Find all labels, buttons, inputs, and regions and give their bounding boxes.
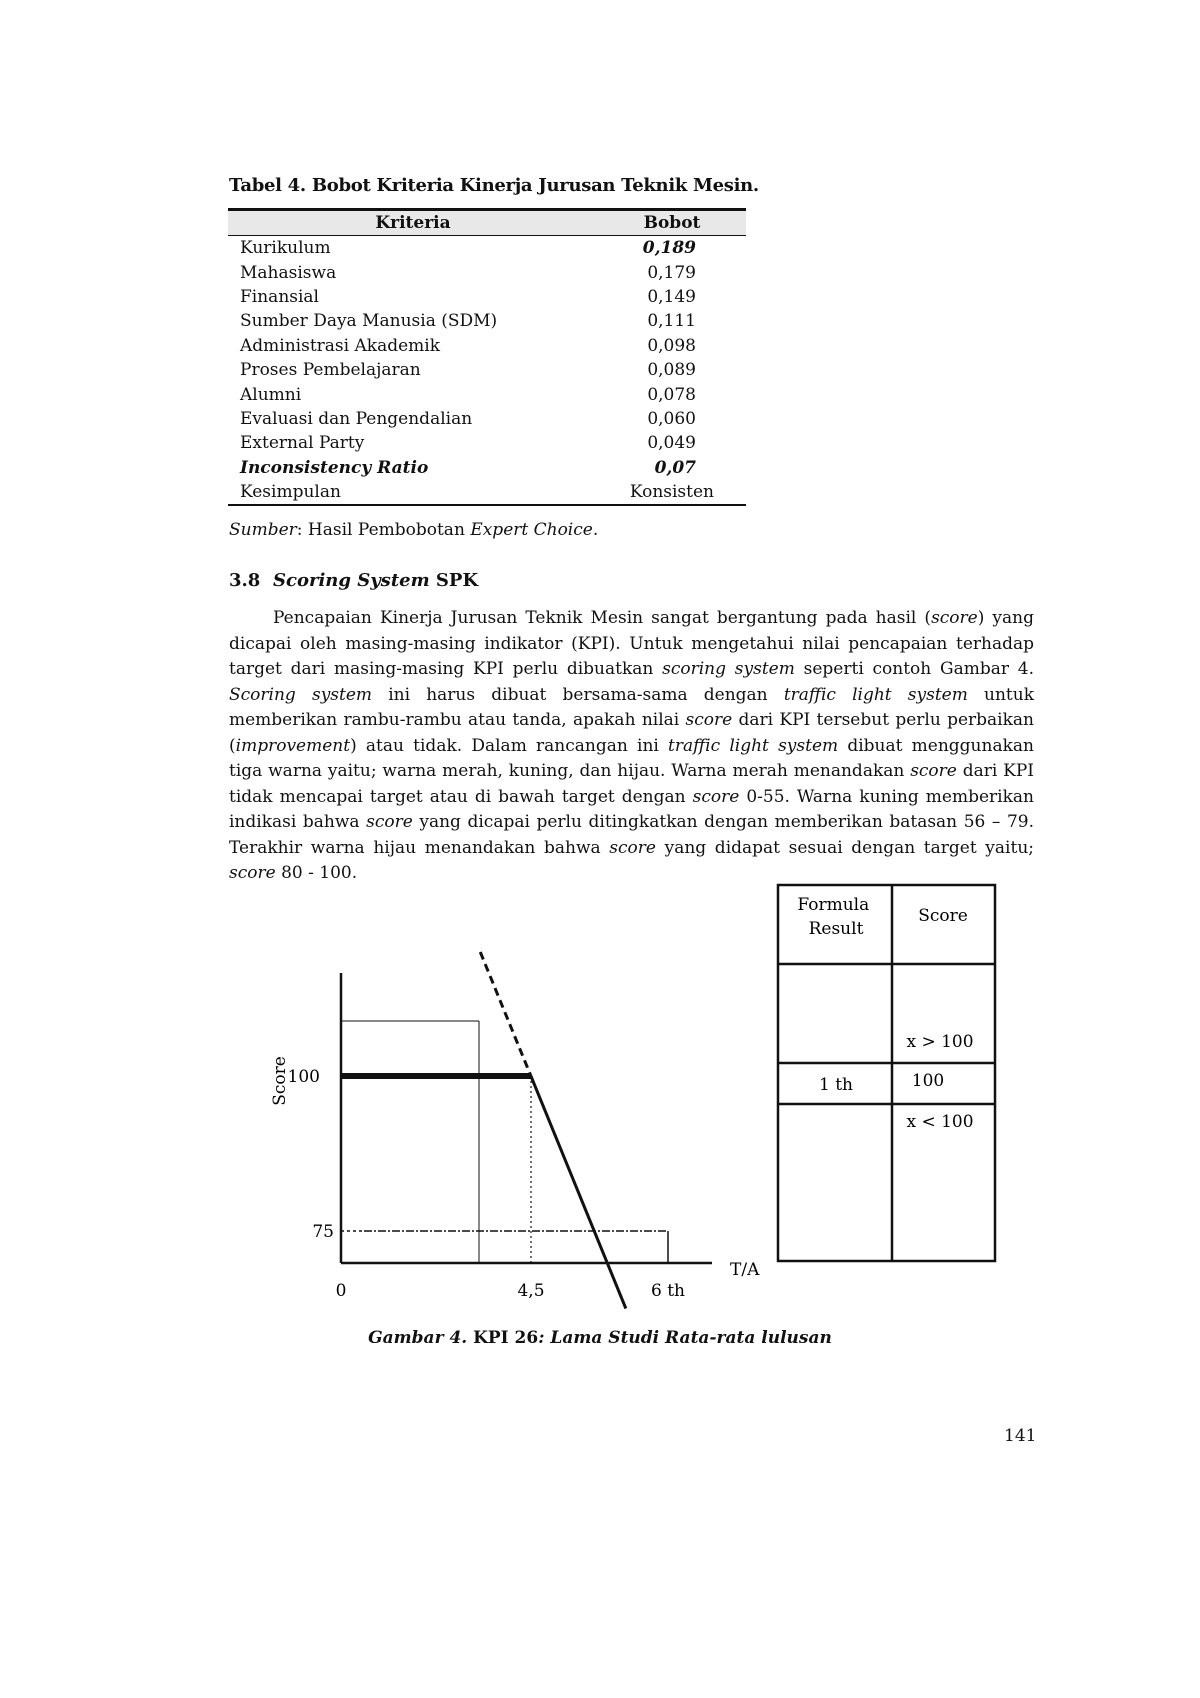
row-kriteria: Kesimpulan: [228, 480, 598, 505]
row-bobot: 0,179: [647, 262, 696, 283]
row-bobot: 0,111: [647, 311, 696, 332]
para-text: seperti contoh Gambar 4.: [794, 659, 1034, 679]
row-bobot: 0,098: [647, 335, 696, 356]
row-kriteria: Sumber Daya Manusia (SDM): [240, 311, 498, 332]
source-emph: Expert Choice: [470, 520, 593, 540]
para-emph: score: [685, 710, 733, 730]
para-text: 80 - 100.: [275, 863, 358, 883]
row-bobot: 0,149: [647, 286, 696, 307]
figure-caption-kpi: KPI 26: [467, 1328, 539, 1348]
para-emph: score: [692, 786, 740, 807]
header-bobot: Bobot: [598, 210, 746, 236]
row-kriteria: Alumni: [240, 384, 302, 405]
row-kriteria: Administrasi Akademik: [240, 335, 440, 356]
para-text: yang didapat sesuai dengan target yaitu;: [655, 837, 1034, 858]
para-emph: score: [366, 812, 413, 832]
series-score-decline: [531, 1076, 594, 1231]
table-caption: Tabel 4. Bobot Kriteria Kinerja Jurusan Teknik Mesin.: [229, 175, 759, 196]
row-kriteria: Mahasiswa: [240, 262, 337, 283]
lookup-row-score: x < 100: [906, 1112, 974, 1132]
lookup-table: [778, 885, 995, 1261]
para-emph: score: [931, 608, 978, 628]
header-kriteria: Kriteria: [228, 210, 598, 236]
source-text: : Hasil Pembobotan: [296, 520, 471, 540]
para-text: dari KPI tersebut perlu perbaikan (: [229, 710, 1034, 756]
para-emph: traffic light system: [783, 684, 968, 705]
lookup-header-score: Score: [918, 906, 968, 926]
row-bobot: 0,089: [647, 360, 696, 381]
section-title-italic: Scoring System: [273, 570, 430, 591]
lookup-header-formula-text: Formula: [797, 895, 870, 915]
y-axis-label: Score: [270, 1056, 290, 1106]
para-emph: traffic light system: [668, 735, 839, 756]
figure-caption-title: : Lama Studi Rata-rata lulusan: [538, 1328, 832, 1348]
page-number: 141: [1004, 1426, 1037, 1446]
lookup-header-formula: [797, 895, 874, 939]
series-decline-tail: [594, 1231, 626, 1309]
section-number: 3.8: [229, 570, 261, 591]
para-text: ) atau tidak. Dalam rancangan ini: [350, 735, 669, 756]
row-bobot: 0,07: [654, 457, 696, 478]
lookup-row-score: x > 100: [906, 1032, 974, 1052]
para-text: yang dicapai perlu ditingkatkan dengan memberikan batasan 56 – 79. Terakhir warna hijau menandakan bahwa: [229, 812, 1035, 858]
x-tick-4-5: 4,5: [517, 1281, 545, 1301]
x-tick-0: 0: [335, 1281, 347, 1301]
x-tick-6th: 6 th: [651, 1281, 685, 1301]
row-bobot: Konsisten: [598, 480, 746, 505]
figure-caption: [0, 1328, 1200, 1348]
para-emph: score: [229, 863, 276, 883]
para-emph: scoring system: [662, 659, 795, 679]
source-label: Sumber: [229, 520, 297, 540]
section-title-rest: SPK: [429, 570, 479, 591]
y-tick-75: 75: [312, 1222, 334, 1242]
row-bobot: 0,189: [642, 238, 696, 259]
x-axis-label: T/A: [730, 1260, 760, 1280]
figure-caption-label: Gambar 4.: [368, 1328, 468, 1348]
source-end: .: [592, 520, 599, 540]
lookup-header-formula-text-2: Result: [808, 919, 864, 939]
para-text: ini harus dibuat bersama-sama dengan: [372, 684, 784, 705]
para-text: Pencapaian Kinerja Jurusan Teknik Mesin sangat bergantung pada hasil (: [273, 608, 932, 628]
row-kriteria: External Party: [240, 433, 365, 454]
row-kriteria: Kurikulum: [240, 238, 331, 259]
para-text: dari KPI tidak mencapai target atau di bawah target dengan: [229, 761, 1034, 807]
row-kriteria: Evaluasi dan Pengendalian: [240, 408, 473, 429]
para-emph: score: [910, 761, 957, 781]
para-emph: score: [609, 837, 656, 858]
row-bobot: 0,049: [647, 433, 696, 454]
row-bobot: 0,060: [647, 408, 696, 429]
para-text: ) yang dicapai oleh masing-masing indikator (KPI). Untuk mengetahui nilai pencapaian terhadap target dari masing-masing KPI perlu dibuatkan: [229, 608, 1034, 679]
para-emph: Scoring system: [229, 684, 373, 705]
para-emph: improvement: [235, 735, 351, 756]
row-bobot: 0,078: [647, 384, 696, 405]
series-extrapolation: [480, 952, 531, 1076]
y-tick-100: 100: [287, 1067, 320, 1087]
row-kriteria: Inconsistency Ratio: [240, 457, 429, 478]
lookup-row-formula: 1 th: [819, 1075, 853, 1095]
lookup-table-border: [778, 885, 995, 1261]
para-text: untuk memberikan rambu-rambu atau tanda, apakah nilai: [229, 684, 1035, 730]
para-text: 0-55. Warna kuning memberikan indikasi bahwa: [229, 786, 1034, 832]
row-kriteria: Proses Pembelajaran: [240, 360, 421, 381]
para-text: dibuat menggunakan tiga warna yaitu; warna merah, kuning, dan hijau. Warna merah menandakan: [229, 735, 1034, 781]
lookup-row-score: 100: [911, 1071, 945, 1091]
row-kriteria: Finansial: [240, 286, 319, 307]
